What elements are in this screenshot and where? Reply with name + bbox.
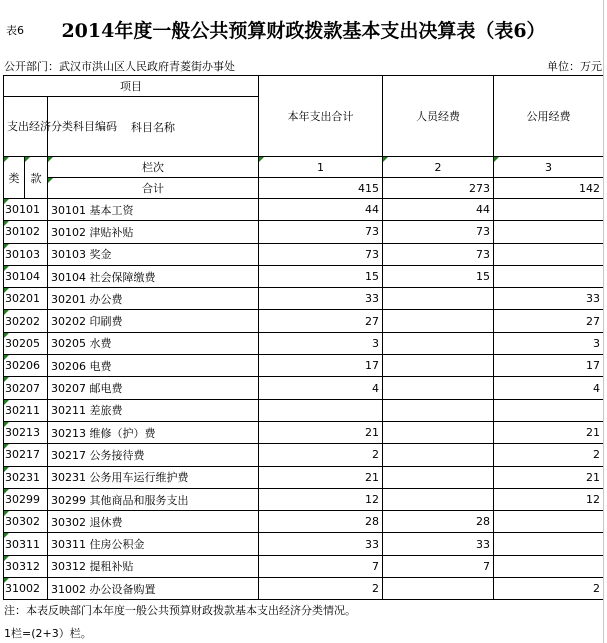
row-total: 33 xyxy=(259,288,383,310)
row-name: 30312 提租补贴 xyxy=(48,555,259,577)
row-code: 31002 xyxy=(4,578,48,600)
row-total: 21 xyxy=(259,466,383,488)
dept-label: 公开部门：武汉市洪山区人民政府青菱街办事处 xyxy=(4,60,235,73)
lanci-3: 3 xyxy=(494,157,604,178)
row-name: 30103 奖金 xyxy=(48,243,259,265)
row-public: 12 xyxy=(494,488,604,510)
row-personnel: 15 xyxy=(383,265,494,287)
header-col2: 人员经费 xyxy=(383,76,494,157)
row-code: 30299 xyxy=(4,488,48,510)
table-row xyxy=(4,332,604,354)
row-name: 30311 住房公积金 xyxy=(48,533,259,555)
table-row xyxy=(4,377,604,399)
row-code: 30103 xyxy=(4,243,48,265)
table-tag: 表6 xyxy=(6,24,24,37)
row-name: 30213 维修（护）费 xyxy=(48,421,259,443)
row-code: 30302 xyxy=(4,511,48,533)
row-code: 30205 xyxy=(4,332,48,354)
row-code: 30101 xyxy=(4,199,48,221)
total-1: 415 xyxy=(259,178,383,199)
total-row xyxy=(4,178,604,199)
lanci-label: 栏次 xyxy=(48,157,259,178)
row-code: 30312 xyxy=(4,555,48,577)
table-row xyxy=(4,421,604,443)
row-personnel: 28 xyxy=(383,511,494,533)
table-row xyxy=(4,243,604,265)
row-total: 12 xyxy=(259,488,383,510)
header-kuan: 款 xyxy=(25,157,48,199)
row-personnel: 73 xyxy=(383,243,494,265)
header-item: 项目 xyxy=(4,76,259,97)
table-row xyxy=(4,488,604,510)
dept-unit-row xyxy=(4,58,602,74)
table-row xyxy=(4,310,604,332)
row-code: 30211 xyxy=(4,399,48,421)
row-name: 30207 邮电费 xyxy=(48,377,259,399)
page-title: 2014年度一般公共预算财政拨款基本支出决算表（表6） xyxy=(61,20,546,42)
row-name: 30104 社会保障缴费 xyxy=(48,265,259,287)
table-row xyxy=(4,199,604,221)
table-row xyxy=(4,399,604,421)
row-public: 2 xyxy=(494,578,604,600)
row-total: 15 xyxy=(259,265,383,287)
row-public: 21 xyxy=(494,466,604,488)
row-public xyxy=(494,199,604,221)
header-col3: 公用经费 xyxy=(494,76,604,157)
row-personnel: 33 xyxy=(383,533,494,555)
footnote-formula: 1栏=(2+3）栏。 xyxy=(4,627,92,640)
row-personnel xyxy=(383,466,494,488)
row-name: 30231 公务用车运行维护费 xyxy=(48,466,259,488)
row-code: 30104 xyxy=(4,265,48,287)
row-code: 30201 xyxy=(4,288,48,310)
row-public: 2 xyxy=(494,444,604,466)
row-public xyxy=(494,243,604,265)
row-total: 3 xyxy=(259,332,383,354)
row-total: 73 xyxy=(259,243,383,265)
row-personnel xyxy=(383,332,494,354)
row-code: 30102 xyxy=(4,221,48,243)
row-public: 21 xyxy=(494,421,604,443)
row-public xyxy=(494,555,604,577)
sheet-border xyxy=(603,0,604,643)
row-personnel xyxy=(383,444,494,466)
table-row xyxy=(4,355,604,377)
lanci-1: 1 xyxy=(259,157,383,178)
row-public: 27 xyxy=(494,310,604,332)
lanci-row xyxy=(4,157,604,178)
row-name: 30205 水费 xyxy=(48,332,259,354)
row-total: 33 xyxy=(259,533,383,555)
row-name: 30202 印刷费 xyxy=(48,310,259,332)
total-label: 合计 xyxy=(48,178,259,199)
table-row xyxy=(4,265,604,287)
total-3: 142 xyxy=(494,178,604,199)
row-public xyxy=(494,265,604,287)
row-total: 21 xyxy=(259,421,383,443)
row-public: 33 xyxy=(494,288,604,310)
header-lei: 类 xyxy=(4,157,25,199)
unit-label: 单位：万元 xyxy=(547,60,602,73)
table-row xyxy=(4,511,604,533)
row-name: 30206 电费 xyxy=(48,355,259,377)
row-total: 2 xyxy=(259,578,383,600)
header-code-label: 支出经济分类科目编码 xyxy=(4,97,48,157)
row-public xyxy=(494,533,604,555)
table-row xyxy=(4,444,604,466)
row-total: 2 xyxy=(259,444,383,466)
footnote: 注：本表反映部门本年度一般公共预算财政拨款基本支出经济分类情况。 xyxy=(4,604,356,617)
table-row xyxy=(4,288,604,310)
table-row xyxy=(4,221,604,243)
row-code: 30207 xyxy=(4,377,48,399)
table-row xyxy=(4,533,604,555)
row-total: 28 xyxy=(259,511,383,533)
row-personnel: 44 xyxy=(383,199,494,221)
row-name: 30302 退休费 xyxy=(48,511,259,533)
budget-table xyxy=(3,75,604,600)
row-personnel xyxy=(383,421,494,443)
row-code: 30206 xyxy=(4,355,48,377)
total-2: 273 xyxy=(383,178,494,199)
table-row xyxy=(4,578,604,600)
table-row xyxy=(4,555,604,577)
header-name-label: 科目名称 xyxy=(48,97,259,157)
row-total: 7 xyxy=(259,555,383,577)
row-code: 30213 xyxy=(4,421,48,443)
row-name: 30201 办公费 xyxy=(48,288,259,310)
row-personnel: 7 xyxy=(383,555,494,577)
row-total: 27 xyxy=(259,310,383,332)
row-personnel xyxy=(383,288,494,310)
row-personnel xyxy=(383,377,494,399)
row-name: 30217 公务接待费 xyxy=(48,444,259,466)
row-public xyxy=(494,511,604,533)
lanci-2: 2 xyxy=(383,157,494,178)
row-personnel xyxy=(383,399,494,421)
row-total: 44 xyxy=(259,199,383,221)
row-personnel xyxy=(383,488,494,510)
header-row-1 xyxy=(4,76,604,97)
header-col1: 本年支出合计 xyxy=(259,76,383,157)
row-personnel xyxy=(383,355,494,377)
row-public: 4 xyxy=(494,377,604,399)
row-public xyxy=(494,221,604,243)
row-code: 30231 xyxy=(4,466,48,488)
row-code: 30217 xyxy=(4,444,48,466)
row-personnel: 73 xyxy=(383,221,494,243)
row-public: 3 xyxy=(494,332,604,354)
row-public xyxy=(494,399,604,421)
row-name: 30101 基本工资 xyxy=(48,199,259,221)
row-total: 73 xyxy=(259,221,383,243)
row-name: 31002 办公设备购置 xyxy=(48,578,259,600)
row-name: 30299 其他商品和服务支出 xyxy=(48,488,259,510)
row-total xyxy=(259,399,383,421)
table-row xyxy=(4,466,604,488)
row-name: 30211 差旅费 xyxy=(48,399,259,421)
row-name: 30102 津贴补贴 xyxy=(48,221,259,243)
row-code: 30311 xyxy=(4,533,48,555)
row-total: 4 xyxy=(259,377,383,399)
row-public: 17 xyxy=(494,355,604,377)
row-personnel xyxy=(383,578,494,600)
row-total: 17 xyxy=(259,355,383,377)
row-code: 30202 xyxy=(4,310,48,332)
row-personnel xyxy=(383,310,494,332)
